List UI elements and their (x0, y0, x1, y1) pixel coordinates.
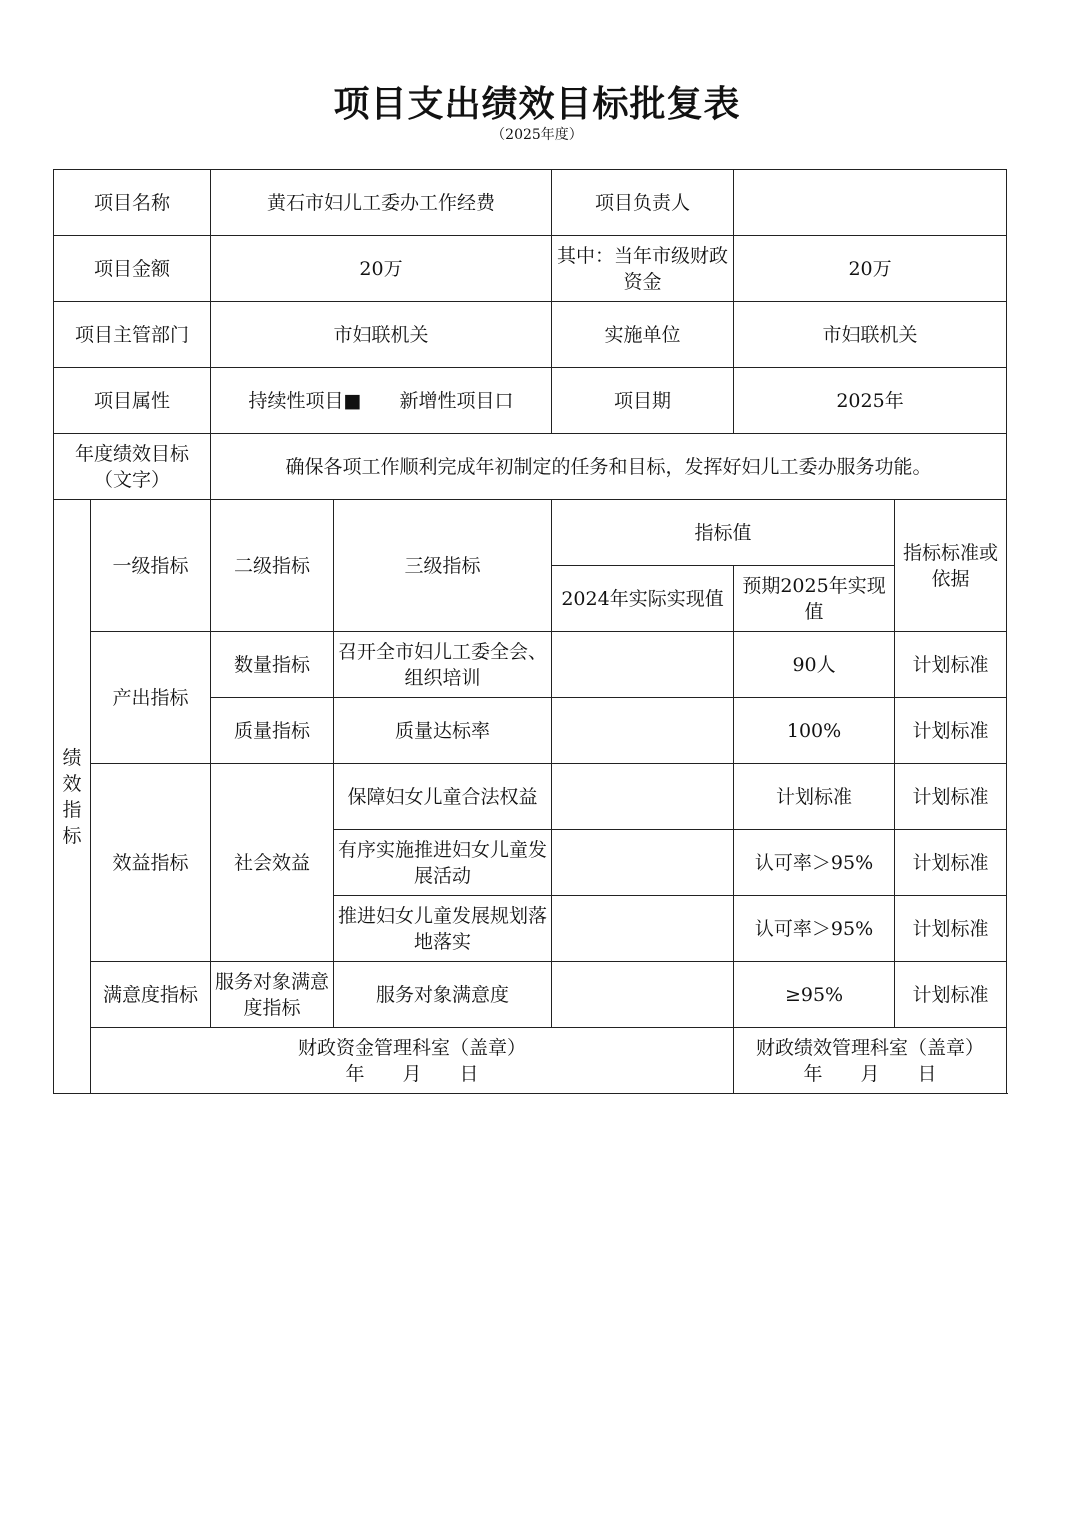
benefit-row-standard: 计划标准 (895, 896, 1007, 962)
output-level1: 产出指标 (91, 632, 211, 764)
benefit-row-standard: 计划标准 (895, 764, 1007, 830)
output-row-actual (552, 632, 734, 698)
header-level1: 一级指标 (91, 500, 211, 632)
satisfaction-standard: 计划标准 (895, 962, 1007, 1028)
output-row-level3: 召开全市妇儿工委全会、组织培训 (334, 632, 552, 698)
benefit-level1: 效益指标 (91, 764, 211, 962)
right-signature-title: 财政绩效管理科室（盖章） (756, 1036, 985, 1059)
period-value: 2025年 (734, 368, 1007, 434)
project-name-label: 项目名称 (54, 170, 211, 236)
output-row-expected: 90人 (734, 632, 895, 698)
attr-label: 项目属性 (54, 368, 211, 434)
benefit-row-actual (552, 764, 734, 830)
benefit-row-expected: 认可率＞95% (734, 830, 895, 896)
responsible-label: 项目负责人 (552, 170, 734, 236)
table-row (54, 764, 1007, 830)
annual-goal-label: 年度绩效目标（文字） (54, 434, 211, 500)
header-value: 指标值 (552, 500, 895, 566)
indicator-section-label (54, 500, 91, 1094)
table-row (54, 962, 1007, 1028)
right-signature (734, 1028, 1007, 1094)
output-row-expected: 100% (734, 698, 895, 764)
project-name-value: 黄石市妇儿工委办工作经费 (211, 170, 552, 236)
benefit-row-actual (552, 830, 734, 896)
satisfaction-level3: 服务对象满意度 (334, 962, 552, 1028)
right-signature-date: 年 月 日 (803, 1062, 937, 1085)
output-row-level3: 质量达标率 (334, 698, 552, 764)
benefit-level2: 社会效益 (211, 764, 334, 962)
left-signature-title: 财政资金管理科室（盖章） (298, 1036, 527, 1059)
benefit-row-actual (552, 896, 734, 962)
benefit-row-expected: 计划标准 (734, 764, 895, 830)
dept-value: 市妇联机关 (211, 302, 552, 368)
header-standard: 指标标准或依据 (895, 500, 1007, 632)
header-expected-2025: 预期2025年实现值 (734, 566, 895, 632)
impl-unit-label: 实施单位 (552, 302, 734, 368)
period-label: 项目期 (552, 368, 734, 434)
amount-value: 20万 (211, 236, 552, 302)
document-title: 项目支出绩效目标批复表 (333, 84, 741, 125)
left-signature (91, 1028, 734, 1094)
output-row-standard: 计划标准 (895, 632, 1007, 698)
left-signature-date: 年 月 日 (345, 1062, 479, 1085)
document-subtitle: （2025年度） (491, 127, 583, 143)
satisfaction-actual (552, 962, 734, 1028)
dept-label: 项目主管部门 (54, 302, 211, 368)
table-row (54, 632, 1007, 698)
output-row-actual (552, 698, 734, 764)
city-fund-value: 20万 (734, 236, 1007, 302)
benefit-row-level3: 保障妇女儿童合法权益 (334, 764, 552, 830)
satisfaction-level2: 服务对象满意度指标 (211, 962, 334, 1028)
header-actual-2024: 2024年实际实现值 (552, 566, 734, 632)
benefit-row-level3: 推进妇女儿童发展规划落地落实 (334, 896, 552, 962)
impl-unit-value: 市妇联机关 (734, 302, 1007, 368)
city-fund-label: 其中：当年市级财政资金 (552, 236, 734, 302)
responsible-value (734, 170, 1007, 236)
header-level2: 二级指标 (211, 500, 334, 632)
benefit-row-standard: 计划标准 (895, 830, 1007, 896)
satisfaction-expected: ≥95% (734, 962, 895, 1028)
satisfaction-level1: 满意度指标 (91, 962, 211, 1028)
header-level3: 三级指标 (334, 500, 552, 632)
annual-goal-text: 确保各项工作顺利完成年初制定的任务和目标，发挥好妇儿工委办服务功能。 (211, 434, 1007, 500)
amount-label: 项目金额 (54, 236, 211, 302)
benefit-row-expected: 认可率＞95% (734, 896, 895, 962)
attr-value: 持续性项目■ 新增性项目口 (211, 368, 552, 434)
output-row-level2: 数量指标 (211, 632, 334, 698)
output-row-standard: 计划标准 (895, 698, 1007, 764)
approval-table (53, 169, 1007, 1094)
benefit-row-level3: 有序实施推进妇女儿童发展活动 (334, 830, 552, 896)
output-row-level2: 质量指标 (211, 698, 334, 764)
indicator-section-text: 绩效指标 (62, 746, 82, 847)
